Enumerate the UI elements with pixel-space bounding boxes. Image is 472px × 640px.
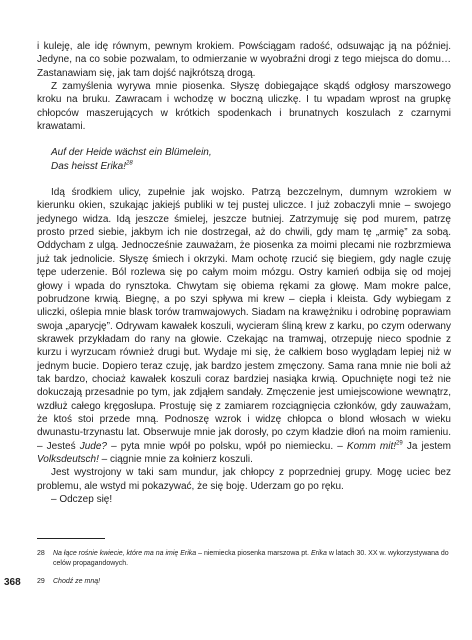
footnote-ref: 28 [126, 160, 133, 167]
paragraph: Jest wystrojony w taki sam mundur, jak chłopcy z poprzedniej grupy. Mogę uciec bez problemu, ale wstyd mi pokazywać, że się boję. Uderzam go po ręku. [37, 467, 451, 492]
song-verse [51, 146, 451, 173]
paragraph-with-dialogue: Idą środkiem ulicy, zupełnie jak wojsko. Patrzą bezczelnym, dumnym wzrokiem w kierunku okien, szukając jakiejś publiki w tej pustej uliczce. I już zobaczyli mnie – swojego jedynego widza. Idą jeszcze śmielej, jeszcze butniej. Zatrzymuję się pod murem, patrzę prosto przed siebie, jakbym ich nie dostrzegał, aż do chwili, gdy mam tę „armię” za sobą. Oddycham z ulgą. Jednocześnie zauważam, że piosenka za moimi plecami nie rozbrzmiewa już tak jednolicie. Słyszę śmiech i okrzyki. Mam ochotę rzucić się biegiem, gdy nagle czuję tępe uderzenie. Ból rozlewa się po całym moim mózgu. Ostry kamień odbija się od mojej głowy i wpada do rynsztoka. Chwytam się obiema rękami za głowę. Mam mokre palce, pobrudzone krwią. Biegnę, a po szyi spływa mi krew – ciepła i kleista. Gdy wybiegam z uliczki, oślepia mnie blask torów tramwajowych. Siadam na krawężniku i odrobinę poprawiam swoja „aparycję”. Odrywam kawałek koszuli, wycieram śliną krew z karku, po czym oderwany skrawek przykładam do rany na głowie. Czekając na tramwaj, otrzepuję nieco spodnie z kurzu i wyrzucam również drugi but. Wydaje mi się, że całkiem boso wyglądam lepiej niż w jednym bucie. Dopiero teraz czuję, jak bardzo jestem zmęczony. Sama rana mnie nie boli aż tak bardzo, chociaż kawałek koszuli coraz bardziej nasiąka krwią. Opuchnięte nogi też nie dokuczają przesadnie po tym, jak zdjąłem sandały. Zmęczenie jest umiejscowione wewnątrz, wzdłuż całego kręgosłupa. Prostuję się z zamiarem rozciągnięcia członków, gdy zauważam, że ktoś stoi przede mną. Podnoszę wzrok i widzę chłopca o blond włosach w wieku dwunastu-trzynastu lat. Obserwuje mnie jak dorosły, po czym kładzie dłoń na moim ramieniu. – Jesteś Jude? – pyta mnie wpół po polsku, wpół po niemiecku. – Komm mit!$^{29}$ Ja jestem Volksdeutsch! – ciągnie mnie za kołnierz koszuli. [37, 187, 451, 465]
footnote [37, 549, 451, 569]
footnote-text: Na łące rośnie kwiecie, które ma na imię Erika – niemiecka piosenka marszowa pt. Erika w latach 30. XX w. wykorzystywana do celów propagandowych. [53, 550, 449, 567]
page-number: 368 [4, 577, 21, 588]
footnote-number: 29 [37, 578, 45, 585]
verse-line: Auf der Heide wächst ein Blümelein, [51, 147, 212, 159]
footnote-divider [37, 538, 105, 539]
paragraph: – Odczep się! [51, 494, 113, 505]
paragraph: Z zamyślenia wyrywa mnie piosenka. Słyszę dobiegające skądś odgłosy marszowego kroku na bruku. Zawracam i wchodzę w boczną uliczkę. I tu wpadam wprost na grupkę chłopców maszerujących w krótkich spodenkach i brunatnych koszulach z czarnymi krawatami. [37, 81, 451, 133]
footnotes [37, 549, 451, 595]
footnote-ref: 29 [396, 440, 403, 447]
footnote [37, 577, 451, 587]
body-text [37, 40, 451, 506]
footnote-text: Chodź ze mną! [53, 578, 101, 585]
verse-line-2: Das heisst Erika!$^{28}$ [51, 160, 133, 172]
paragraph: i kuleję, ale idę równym, pewnym krokiem. Powściągam radość, odsuwając ją na później. Jedyne, na co sobie pozwalam, to odmierzanie w wyobraźni drogi z tego miejsca do domu… Zastanawiam się, jak tam dojść najkrótszą drogą. [37, 41, 451, 79]
footnote-number: 28 [37, 550, 45, 557]
